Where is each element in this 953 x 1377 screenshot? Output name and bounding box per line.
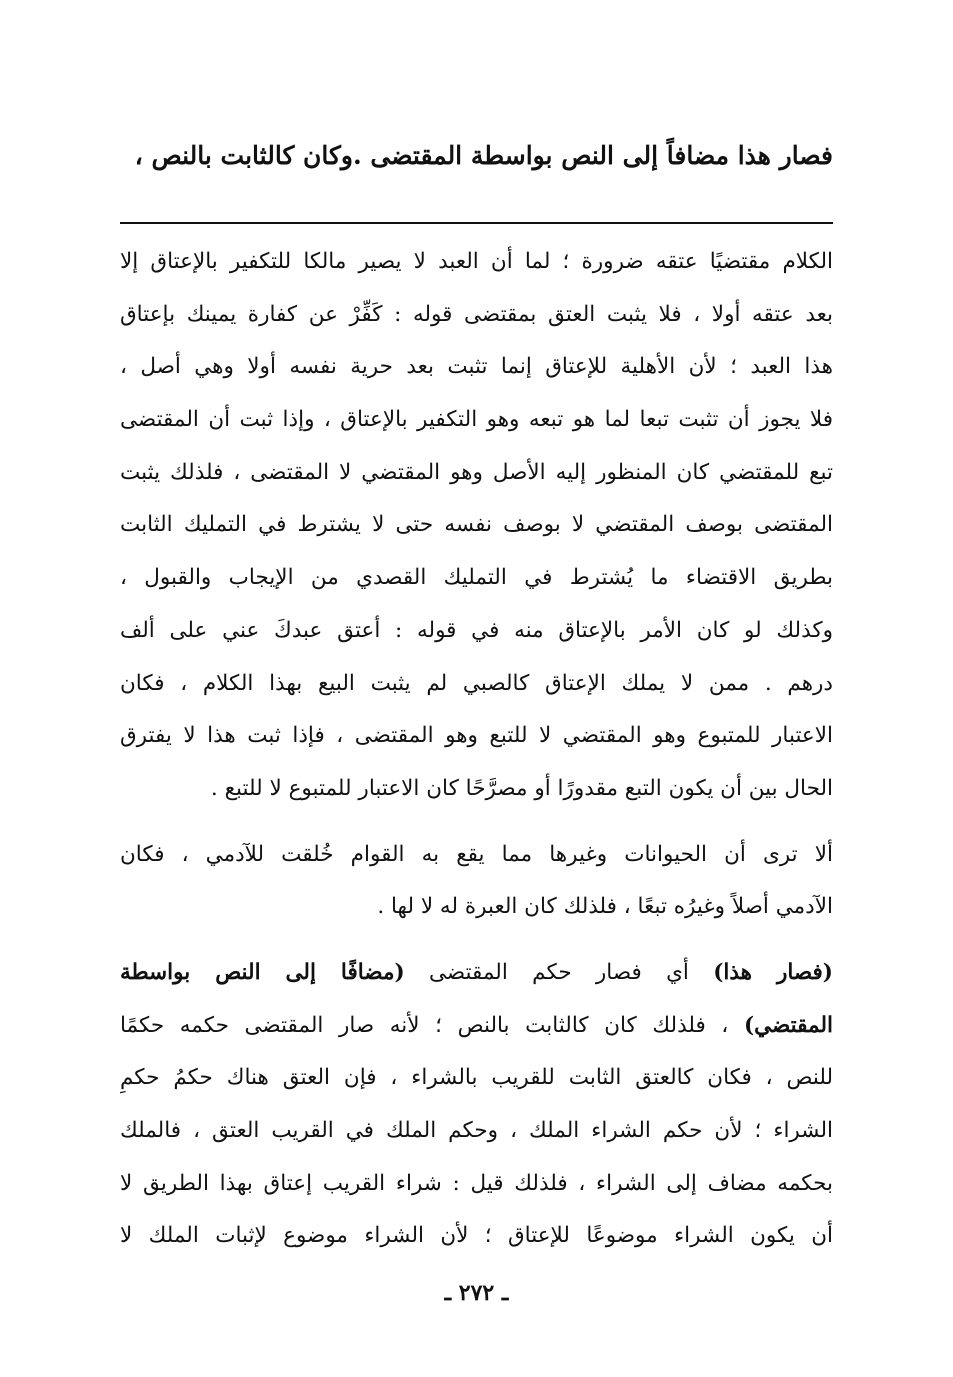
matn-quote: المقتضي) xyxy=(743,1012,833,1038)
text-line: أن يكون الشراء موضوعًا للإعتاق ؛ لأن الشراء موضوع لإثبات الملك لا xyxy=(120,1223,833,1249)
paragraph-2 xyxy=(120,829,833,934)
text-line xyxy=(120,1000,833,1053)
text-line: للنص ، فكان كالعتق الثابت للقريب بالشراء ، فإن العتق هناك حكمُ حكمِ xyxy=(120,1065,833,1091)
commentary-body xyxy=(120,236,833,1263)
text-line: الحال بين أن يكون التبع مقدورًا أو مصرَّحًا كان الاعتبار للمتبوع لا للتبع . xyxy=(210,775,833,801)
text-line: بعد عتقه أولا ، فلا يثبت العتق بمقتضى قوله : كَفِّرْ عن كفارة يمينك بإعتاق xyxy=(120,301,833,327)
page-number: ـ ٢٧٢ ـ xyxy=(444,1280,509,1306)
text-line: بحكمه مضاف إلى الشراء ، فلذلك قيل : شراء القريب إعتاق بهذا الطريق لا xyxy=(120,1170,833,1196)
text-line: الكلام مقتضيًا عتقه ضرورة ؛ لما أن العبد لا يصير مالكا للتكفير بالإعتاق إلا xyxy=(120,249,833,274)
text-line xyxy=(120,947,833,1000)
commentary-text: ، فلذلك كان كالثابت بالنص ؛ لأنه صار المقتضى حكمه حكمًا xyxy=(120,1012,729,1038)
text-line: درهم . ممن لا يملك الإعتاق كالصبي لم يثبت البيع بهذا الكلام ، فكان xyxy=(120,670,833,696)
text-line: تبع للمقتضي كان المنظور إليه الأصل وهو المقتضي لا المقتضى ، فلذلك يثبت xyxy=(120,459,833,485)
text-line: وكذلك لو كان الأمر بالإعتاق منه في قوله : أعتق عبدكَ عني على ألف xyxy=(120,617,833,643)
matn-header: فصار هذا مضافاً إلى النص بواسطة المقتضى .وكان كالثابت بالنص ، xyxy=(134,141,833,170)
text-line: ألا ترى أن الحيوانات وغيرها مما يقع به القوام خُلقت للآدمي ، فكان xyxy=(120,841,833,867)
text-line: بطريق الاقتضاء ما يُشترط في التمليك القصدي من الإيجاب والقبول ، xyxy=(120,565,833,591)
matn-quote: (فصار هذا) xyxy=(713,959,833,985)
separator-rule xyxy=(120,222,833,224)
text-line: الاعتبار للمتبوع وهو المقتضي لا للتبع وهو المقتضى ، فإذا ثبت هذا لا يفترق xyxy=(120,723,833,749)
matn-quote: (مضافًا إلى النص بواسطة xyxy=(120,959,405,985)
paragraph-1 xyxy=(120,236,833,816)
paragraph-3 xyxy=(120,947,833,1263)
text-line: هذا العبد ؛ لأن الأهلية للإعتاق إنما تثبت بعد حرية نفسه أولا وهي أصل ، xyxy=(120,354,833,380)
text-line: فلا يجوز أن تثبت تبعا لما هو تبعه وهو التكفير بالإعتاق ، وإذا ثبت أن المقتضى xyxy=(120,407,833,433)
text-line: الشراء ؛ لأن حكم الشراء الملك ، وحكم الملك في القريب العتق ، فالملك xyxy=(120,1118,833,1143)
commentary-text: أي فصار حكم المقتضى xyxy=(428,959,689,985)
text-line: المقتضى بوصف المقتضي لا بوصف نفسه حتى لا يشترط في التمليك الثابت xyxy=(120,512,833,538)
text-line: الآدمي أصلاً وغيرُه تبعًا ، فلذلك كان العبرة له لا لها . xyxy=(377,894,833,920)
